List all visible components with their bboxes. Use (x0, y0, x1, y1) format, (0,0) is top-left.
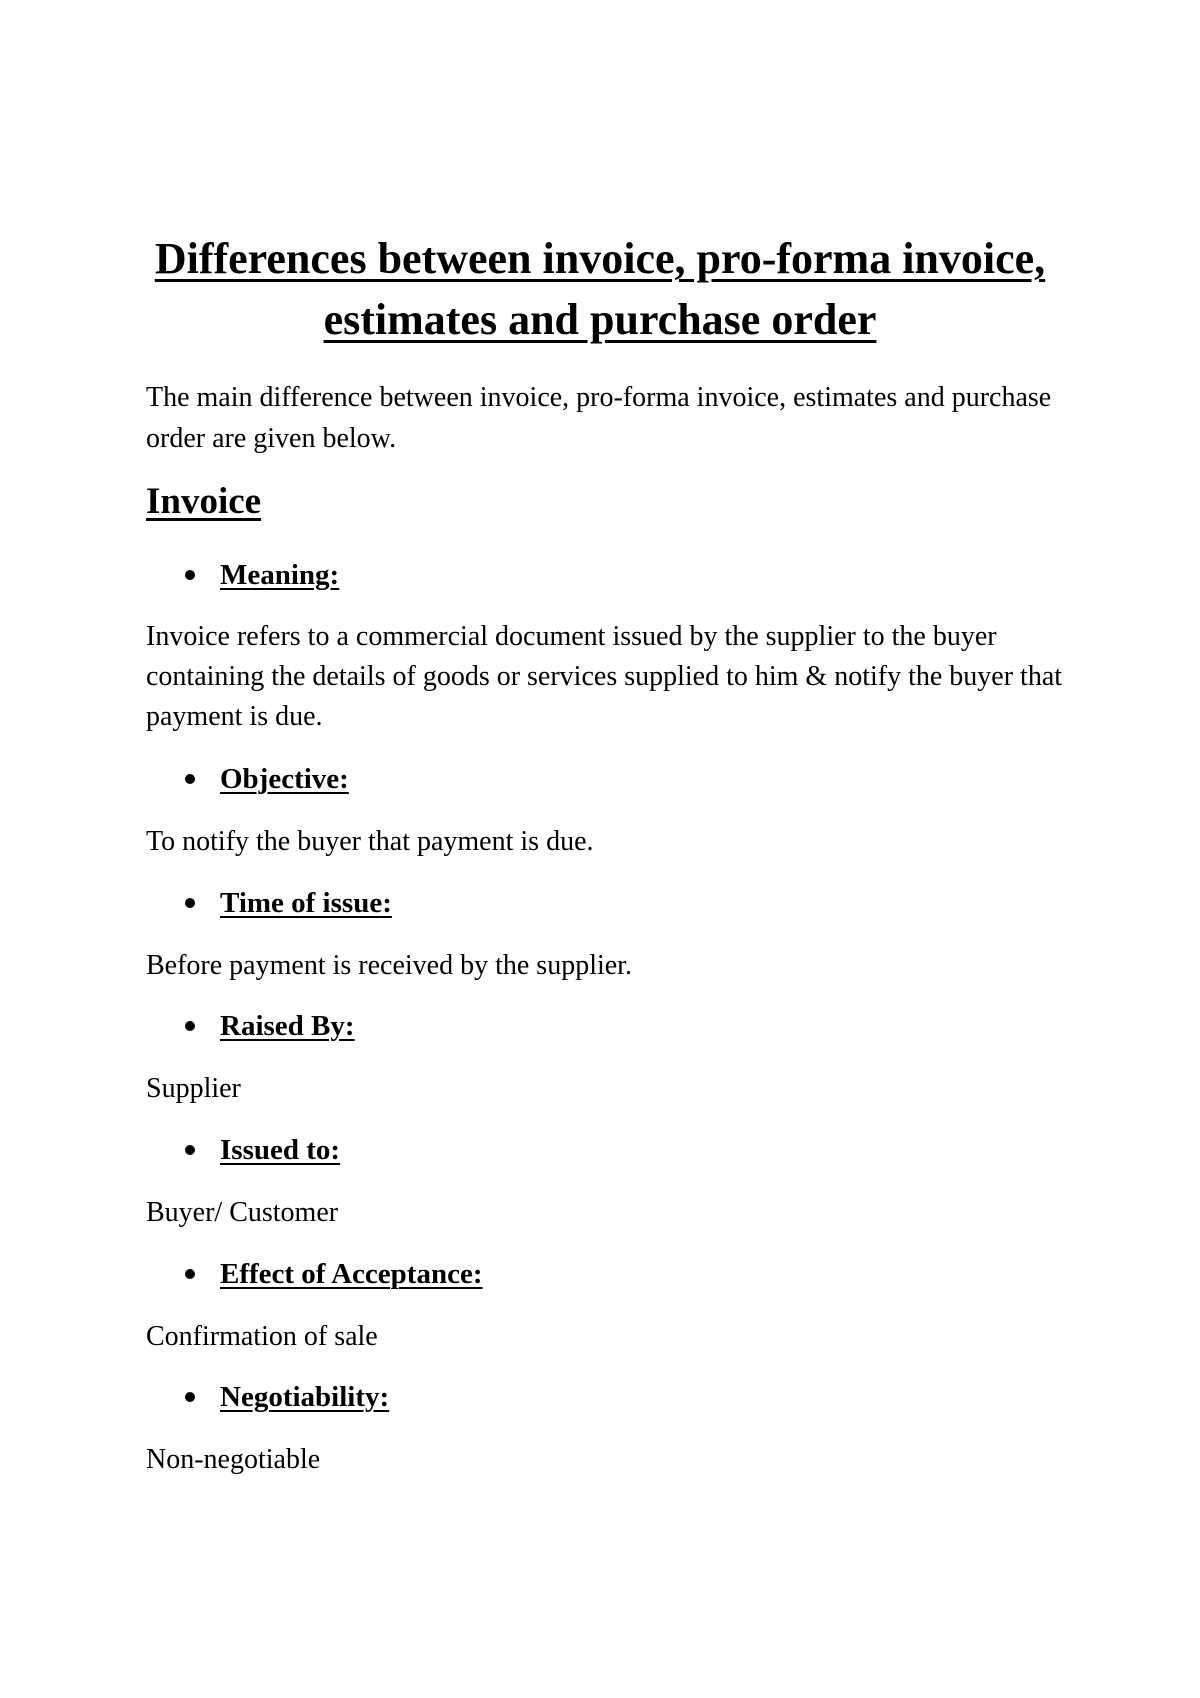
item-text-raised-by: Supplier (146, 1073, 241, 1104)
list-item-issued-to (185, 1130, 340, 1170)
bullet-icon (185, 898, 195, 908)
item-label-effect-of-acceptance: Effect of Acceptance: (220, 1257, 483, 1290)
item-label-raised-by: Raised By: (220, 1009, 355, 1042)
bullet-icon (185, 1145, 195, 1155)
item-label-objective: Objective: (220, 762, 349, 795)
item-text-issued-to: Buyer/ Customer (146, 1197, 339, 1228)
item-text-effect-of-acceptance: Confirmation of sale (146, 1321, 378, 1352)
list-item-negotiability (185, 1377, 389, 1417)
list-item-time-of-issue (185, 883, 392, 923)
item-text-meaning: Invoice refers to a commercial document issued by the supplier to the buyer containing the details of goods or services supplied to him & notify the buyer that payment is due. (146, 621, 1063, 732)
item-label-time-of-issue: Time of issue: (220, 886, 392, 919)
bullet-icon (185, 1392, 195, 1402)
bullet-icon (185, 774, 195, 784)
bullet-icon (185, 1021, 195, 1031)
list-item-meaning (185, 555, 339, 595)
item-label-issued-to: Issued to: (220, 1133, 341, 1166)
item-label-negotiability: Negotiability: (220, 1380, 390, 1413)
intro-paragraph: The main difference between invoice, pro-forma invoice, estimates and purchase order are given below. (146, 382, 1052, 454)
section-heading-invoice: Invoice (146, 481, 262, 522)
item-text-time-of-issue: Before payment is received by the supplier. (146, 950, 632, 981)
item-label-meaning: Meaning: (220, 558, 340, 591)
list-item-effect-of-acceptance (185, 1254, 483, 1294)
item-text-negotiability: Non-negotiable (146, 1444, 321, 1475)
list-item-objective (185, 759, 349, 799)
bullet-icon (185, 570, 195, 580)
document-title: Differences between invoice, pro-forma invoice, estimates and purchase order (154, 234, 1046, 344)
item-text-objective: To notify the buyer that payment is due. (146, 826, 594, 857)
bullet-icon (185, 1269, 195, 1279)
list-item-raised-by (185, 1006, 355, 1046)
